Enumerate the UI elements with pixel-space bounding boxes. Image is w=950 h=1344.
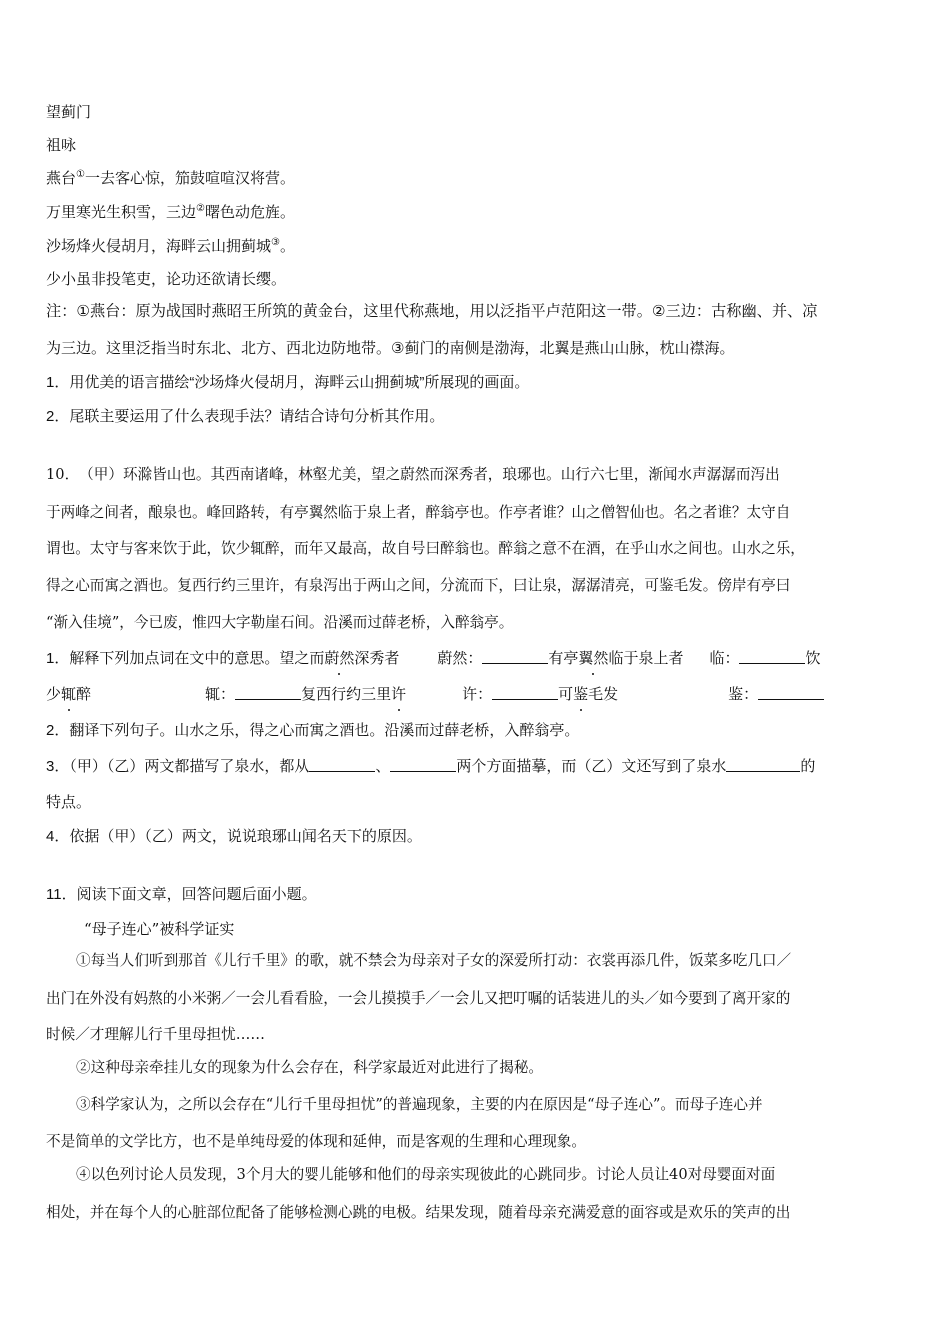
- answer-blank[interactable]: [492, 684, 558, 700]
- q10-passage-line: 10． （甲）环滁皆山也。其西南诸峰，林壑尤美，望之蔚然而深秀者，琅琊也。山行六七里，渐闻水声潺潺而泻出: [46, 466, 780, 483]
- poem-line: 燕台①一去客心惊，笳鼓喧喧汉将营。: [46, 169, 295, 187]
- footnote-marker: ①: [76, 169, 85, 180]
- answer-blank[interactable]: [726, 756, 800, 772]
- q10-sub3-tail: 特点。: [46, 794, 92, 811]
- q10-sub2: 2．翻译下列句子。山水之乐，得之心而寓之酒也。沿溪而过薛老桥，入醉翁亭。: [46, 722, 580, 739]
- answer-blank[interactable]: [309, 756, 375, 772]
- dotted-word: 许: [391, 684, 406, 706]
- answer-blank[interactable]: [235, 684, 301, 700]
- article-title: “母子连心”被科学证实: [84, 920, 235, 938]
- dotted-word: 蔚然: [324, 648, 354, 670]
- answer-blank[interactable]: [739, 648, 805, 664]
- poem-note-line: 为三边。这里泛指当时东北、北方、西北边防地带。③蓟门的南侧是渤海，北翼是燕山山脉，枕山襟海。: [46, 340, 735, 357]
- q10-sub1-line: 少 辄 醉 辄： 复西行约三里 许 许： 可 鉴 毛发 鉴：: [46, 684, 824, 706]
- article-paragraph-line: ③科学家认为，之所以会存在“儿行千里母担忧”的普遍现象，主要的内在原因是“母子连心”。而母子连心并: [76, 1096, 763, 1113]
- q10-sub3-line: 3．（甲）（乙）两文都描写了泉水，都从 、 两个方面描摹，而（乙）文还写到了泉水 的: [46, 758, 816, 775]
- poem-note-line: 注：①燕台：原为战国时燕昭王所筑的黄金台，这里代称燕地，用以泛指平卢范阳这一带。②三边：古称幽、并、凉: [46, 303, 818, 320]
- article-paragraph-line: 时候／才理解儿行千里母担忧……: [46, 1026, 265, 1043]
- article-paragraph-line: 相处，并在每个人的心脏部位配备了能够检测心跳的电极。结果发现，随着母亲充满爱意的面容或是欢乐的笑声的出: [46, 1204, 791, 1221]
- poem-line: 少小虽非投笔吏，论功还欲请长缨。: [46, 270, 287, 288]
- article-paragraph-line: ②这种母亲牵挂儿女的现象为什么会存在，科学家最近对此进行了揭秘。: [76, 1059, 544, 1076]
- question-2: 2．尾联主要运用了什么表现手法？请结合诗句分析其作用。: [46, 408, 445, 425]
- q10-sub1-line: 1．解释下列加点词在文中的意思。望之而 蔚然 深秀者 蔚然： 有亭 翼然 临于泉上者 临： 饮: [46, 648, 820, 670]
- footnote-marker: ③: [271, 237, 280, 248]
- q11-intro: 11．阅读下面文章，回答问题后面小题。: [46, 886, 317, 903]
- question-1: 1．用优美的语言描绘“沙场烽火侵胡月，海畔云山拥蓟城”所展现的画面。: [46, 374, 530, 391]
- dotted-word: 辄: [61, 684, 76, 706]
- article-paragraph-line: 出门在外没有妈熬的小米粥／一会儿看看脸，一会儿摸摸手／一会儿又把叮嘱的话装进儿的头／如今要到了离开家的: [46, 990, 791, 1007]
- poem-line: 沙场烽火侵胡月，海畔云山拥蓟城③。: [46, 237, 295, 255]
- answer-blank[interactable]: [482, 648, 548, 664]
- poem-line: 万里寒光生积雪，三边②曙色动危旌。: [46, 203, 295, 221]
- article-paragraph-line: ④以色列讨论人员发现，3个月大的婴儿能够和他们的母亲实现彼此的心跳同步。讨论人员让40对母婴面对面: [76, 1166, 776, 1183]
- article-paragraph-line: ①每当人们听到那首《儿行千里》的歌，就不禁会为母亲对子女的深爱所打动：衣裳再添几件，饭菜多吃几口／: [76, 952, 792, 969]
- dotted-word: 鉴: [573, 684, 588, 706]
- q10-passage-line: “渐入佳境”，今已废，惟四大字勒崖石间。沿溪而过薛老桥，入醉翁亭。: [46, 614, 514, 631]
- poem-author: 祖咏: [46, 136, 77, 154]
- poem-title: 望蓟门: [46, 103, 92, 121]
- footnote-marker: ②: [196, 203, 205, 214]
- q10-passage-line: 于两峰之间者，酿泉也。峰回路转，有亭翼然临于泉上者，醉翁亭也。作亭者谁？山之僧智仙也。名之者谁？太守自: [46, 504, 791, 521]
- dotted-word: 翼然: [578, 648, 608, 670]
- answer-blank[interactable]: [390, 756, 456, 772]
- q10-passage-line: 得之心而寓之酒也。复西行约三里许，有泉泻出于两山之间，分流而下，曰让泉，潺潺清亮，可鉴毛发。傍岸有亭曰: [46, 577, 791, 594]
- answer-blank[interactable]: [758, 684, 824, 700]
- article-paragraph-line: 不是简单的文学比方，也不是单纯母爱的体现和延伸，而是客观的生理和心理现象。: [46, 1133, 586, 1150]
- q10-sub4: 4．依据（甲）（乙）两文，说说琅琊山闻名天下的原因。: [46, 828, 422, 845]
- q10-passage-line: 谓也。太守与客来饮于此，饮少辄醉，而年又最高，故自号曰醉翁也。醉翁之意不在酒，在乎山水之间也。山水之乐，: [46, 540, 805, 557]
